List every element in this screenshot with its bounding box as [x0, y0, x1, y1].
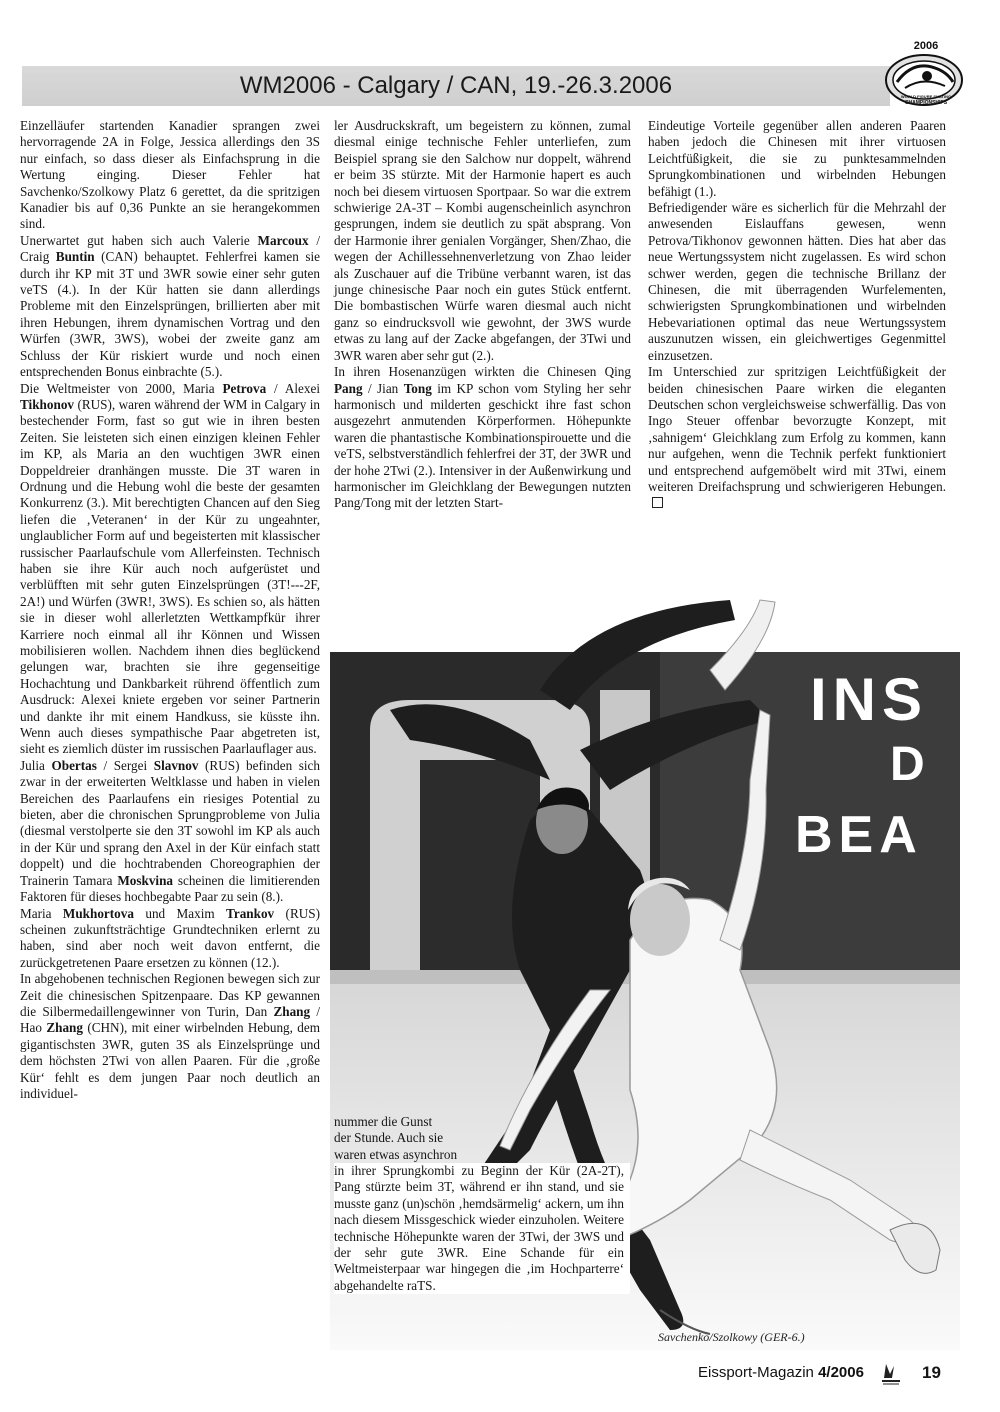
paragraph: Im Unterschied zur spritzigen Leichtfüßigkeit der beiden chinesischen Paare wirken die eleganten Deutschen schon vergleichsweise schwerfällig. Das von Ingo Steuer offenbar bevorzugte Konzept, mit ‚sahnigem‘ Gleichklang zum Erfolg zu kommen, kann nur aufgehen, wenn die Technik perfekt funktioniert und entsprechend aufgemöbelt wird mit 3Twi, einem weiteren Dreifachsprung und schwierigeren Hebungen.	[648, 364, 946, 512]
page-title: WM2006 - Calgary / CAN, 19.-26.3.2006	[239, 72, 673, 99]
name-marcoux: Marcoux	[257, 232, 309, 248]
banner-letter: D	[890, 738, 925, 791]
name-slavnov: Slavnov	[153, 757, 199, 773]
text-line: der Stunde. Auch sie	[334, 1130, 444, 1146]
name-obertas: Obertas	[51, 757, 97, 773]
issue-number: 4/2006	[818, 1364, 864, 1381]
paragraph: ler Ausdruckskraft, um begeistern zu können, zumal diesmal einige technische Fehler unterliefen, zum Beispiel sprang sie den Salchow nur doppelt, während er beim 3S stürzte. Mit der Harmonie hapert es auch noch bei diesem virtuosen Sportpaar. So war die extrem schwierige 2A-3T – Kombi augenscheinlich asynchron gesprungen, indem sie deutlich zu spät absprang. Von der Harmonie ihrer genialen Vorgänger, Shen/Zhao, die wegen der Achillessehnenverletzung von Zhao leider als Zuschauer auf die Tribüne verbannt waren, ist das junge chinesische Paar noch ein gutes Stück entfernt. Die bombastischen Würfe waren diesmal auch nicht ganz so eindrucksvoll wie gewohnt, der 3WS wurde etwas zu lang auf der Zacke abgefangen, der 3Twi und 3WR waren aber sehr gut (2.).	[334, 118, 631, 363]
name-hao-zhang: Zhang	[46, 1020, 83, 1036]
name-tikhonov: Tikhonov	[20, 396, 75, 412]
article-column-1	[20, 118, 320, 1102]
paragraph: In abgehobenen technischen Regionen bewegen sich zur Zeit die chinesischen Spitzenpaare. Das KP gewannen die Silbermedaillengewinner von Turin, Dan Zhang / Hao Zhang (CHN), mit einer wirbelnden Hebung, dem gigantischsten 3WR, guten 3S als Einzelsprünge und dem höchsten 2Twi von allen Paaren. Für die ‚große Kür‘ fehlt es dem jungen Paar noch deutlich an individuel-	[20, 971, 320, 1101]
paragraph: In ihren Hosenanzügen wirkten die Chinesen Qing Pang / Jian Tong im KP schon vom Styling her sehr harmonisch und milderten geschickt ihre fast schon ausgezehrt anmutenden Körperformen. Höhepunkte waren die phantastische Kombinationspirouette und die veTS, selbstverständlich fehlerfrei der 3T, der 3WR und der hohe 2Twi (2.). Intensiver in der Außenwirkung und harmonischer im Gleichklang der Bewegungen nutzten Pang/Tong mit der letzten Start-	[334, 364, 631, 511]
banner-text-1: INS	[810, 666, 929, 733]
magazine-name: Eissport-Magazin	[698, 1364, 814, 1381]
paragraph: Unerwartet gut haben sich auch Valerie Marcoux / Craig Buntin (CAN) behauptet. Fehlerfrei kamen sie durch ihr KP mit 3T und 3WR sowie einer sehr guten veTS (4.). In der Kür hatten sie dann allerdings Probleme mit den Einzelsprüngen, brillierten aber mit ihren Hebungen, ihrem dynamischen Vortrag und den Würfen (3WR, 3WS), wobei der zweite ganz am Schluss der Kür riskiert wurde und noch einen entsprechenden Bonus einbrachte (5.).	[20, 232, 320, 380]
footer-magazine	[698, 1364, 864, 1381]
name-pang: Pang	[334, 380, 363, 396]
paragraph: Befriedigender wäre es sicherlich für die Mehrzahl der anwesenden Eislauffans gewesen, wenn Petrova/Tikhonov gewonnen hätten. Dies hat aber das neue Wertungssystem nicht zugelassen. Es wird schon schwer werden, gegen die technische Brillanz der Chinesen, die mit überragenden Wurfelementen, schwierigsten Sprungkombinationen und wirbelnden Hebevariationen optimal das neue Wertungssystem auszunutzen wissen, ein gleichwertiges Gegenmittel einzusetzen.	[648, 200, 946, 363]
name-trankov: Trankov	[226, 905, 275, 921]
article-column-2-continued	[334, 1114, 634, 1163]
article-column-3	[648, 118, 946, 512]
name-tong: Tong	[403, 380, 432, 396]
end-of-article-icon	[652, 497, 663, 508]
paragraph: Eindeutige Vorteile gegenüber allen anderen Paaren haben jedoch die Chinesen mit ihrer virtuosen Leichtfüßigkeit, die sie zu punktesammelnden Sprungkombinationen und wirbelnden Hebungen befähigt (1.).	[648, 118, 946, 199]
logo-line2: CHAMPIONSHIPS	[904, 100, 948, 106]
paragraph: Julia Obertas / Sergei Slavnov (RUS) befinden sich zwar in der erweiterten Weltklasse und haben in vielen Bereichen des Paarlaufens ein riesiges Potential zu bieten, aber die chronischen Sprungprobleme von Julia (diesmal verstolperte sie den 3T sowohl im KP als auch in der Kür und sprang den Axel in der Kür einfach statt doppelt) und die hochtrabenden Choreographien der Trainerin Tamara Moskvina scheinen die limitierenden Faktoren für dieses hochbegabte Paar zu sein (8.).	[20, 757, 321, 905]
name-mukhortova: Mukhortova	[62, 905, 134, 921]
header-band	[22, 66, 890, 106]
name-moskvina: Moskvina	[117, 872, 174, 888]
banner-text-2: BEA	[795, 806, 923, 864]
paragraph: Die Weltmeister von 2000, Maria Petrova / Alexei Tikhonov (RUS), waren während der WM in Calgary in bestechender Form, fast so gut wie in ihren besten Zeiten. Sie leisteten sich einen einzigen kleinen Fehler im KP, als Maria an den wuchtigen 3WR einen Doppeldreier dranhängen musste. Die 3T waren in Ordnung und die Hebung wohl die beste der gesamten Konkurrenz (3.). Mit berechtigten Chancen auf den Sieg liefen die ‚Veteranen‘ in der Kür zu ungeahnter, unglaublicher Form auf und begeisterten mit klassischer russischer Paarlaufschule vom Allerfeinsten. Technisch haben sie ihre Kür auch noch aufgerüstet und verblüfften mit sehr guten Einzelsprüngen (3T!---2F, 2A!) und Würfen (3WR!, 3WS). Es schien so, als hätten sie in dieser wohl allerletzten Wettkampfkür ihrer Karriere noch einmal all ihr Können und Wissen mobilisieren wollen. Nachdem ihnen dies beglückend gelungen war, brachten sie ihre gegenseitige Hochachtung und Dankbarkeit rührend öffentlich zum Ausdruck: Alexei kniete ergeben vor seiner Partnerin und dankte ihr mit einem Handkuss, sie küsste ihn. Wenn auch dieses sympathische Paar abgetreten ist, sieht es ziemlich düster im russischen Paarlauflager aus.	[20, 380, 320, 757]
photo-caption: Savchenko/Szolkowy (GER-6.)	[658, 1330, 805, 1344]
text-line: waren etwas asynchron	[334, 1146, 458, 1162]
article-column-2-end	[334, 1163, 630, 1294]
championship-logo	[883, 38, 965, 108]
name-petrova: Petrova	[222, 380, 267, 396]
name-dan-zhang: Zhang	[273, 1003, 311, 1019]
paragraph: in ihrer Sprungkombi zu Beginn der Kür (2A-2T), Pang stürzte beim 3T, während er ihn stand, und sie musste ganz (un)schön ‚hemdsärmelig‘ ackern, um ihn nach diesem Missgeschick wieder einzuholen. Weitere technische Höhepunkte waren der 3Twi, der 3WS und der sehr gute 3WR. Eine Schande für ein Weltmeisterpaar war hingegen die ‚im Hochparterre‘ abgehandelte raTS.	[334, 1163, 624, 1293]
logo-line1: WORLD FIGURE SKATING	[900, 94, 952, 99]
paragraph: Einzelläufer startenden Kanadier sprangen zwei hervorragende 2A in Folge, Jessica allerdings den 3S nur einfach, so dass dieser als Einfachsprung in die Wertung einging. Dieser Fehler hat Savchenko/Szolkowy Platz 6 gerettet, da die spritzigen Kanadier bis auf 0,36 Punkte an sie herangekommen sind.	[20, 118, 320, 232]
paragraph: Maria Mukhortova und Maxim Trankov (RUS) scheinen zukunftsträchtige Grundtechniken erlernt zu haben, sind aber noch weit davon entfernt, die zurückgetretenen Paare ersetzen zu können (12.).	[20, 905, 320, 970]
article-column-2	[334, 118, 631, 512]
skate-icon	[880, 1362, 902, 1386]
logo-year: 2006	[913, 40, 939, 52]
page-number: 19	[922, 1363, 941, 1382]
name-buntin: Buntin	[55, 249, 95, 265]
text-line: nummer die Gunst	[334, 1114, 433, 1129]
